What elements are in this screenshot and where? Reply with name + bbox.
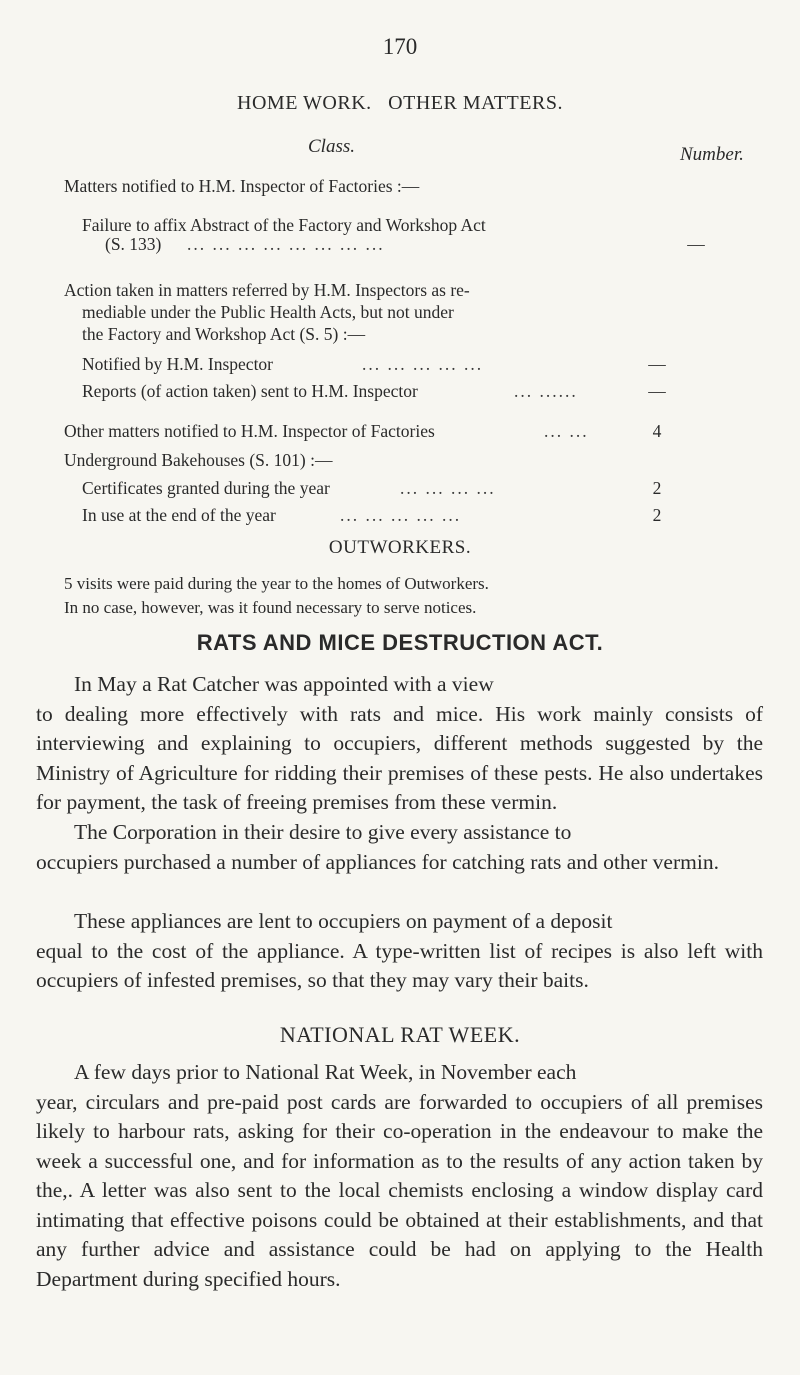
outworkers-line-1: 5 visits were paid during the year to the homes of Outworkers. [64, 574, 489, 593]
row-action-line3 [82, 324, 365, 345]
row-reports [82, 381, 682, 402]
row-failure-line2 [105, 234, 705, 255]
number-column-header: Number. [680, 144, 744, 165]
paragraph-body: to dealing more effectively with rats and mice. His work mainly consists of interviewing and explaining to occupiers, different methods suggested by the Ministry of Agriculture for ridding their premises of these pests. He also undertakes for payment, the task of freeing premises from these vermin. [36, 701, 763, 814]
row-label: Certificates granted during the year [82, 478, 330, 498]
rat-week-paragraph [36, 1058, 763, 1294]
row-value: 4 [652, 421, 662, 441]
row-label: Underground Bakehouses (S. 101) :— [64, 450, 333, 470]
paragraph-first-line: These appliances are lent to occupiers on payment of a deposit [74, 909, 613, 933]
paragraph-first-line: In May a Rat Catcher was appointed with a view [74, 672, 494, 696]
row-in-use [82, 505, 682, 526]
row-label: In use at the end of the year [82, 505, 276, 525]
row-action-line1 [64, 280, 470, 301]
rats-paragraph-1 [36, 670, 763, 818]
row-matters-notified [64, 176, 419, 197]
row-label: Action taken in matters referred by H.M. Inspectors as re- [64, 280, 470, 300]
row-notified-by [82, 354, 682, 375]
row-label: Failure to affix Abstract of the Factory and Workshop Act [82, 215, 486, 235]
row-other-matters [64, 421, 684, 442]
page-number: 170 [382, 34, 418, 59]
leader-dots: ... ... ... ... [400, 478, 496, 498]
leader-dots: ... ... ... ... ... [340, 505, 462, 525]
rats-paragraph-2 [36, 818, 763, 877]
leader-dots: ... ...... [514, 381, 578, 401]
paragraph-first-line: The Corporation in their desire to give every assistance to [74, 820, 572, 844]
rats-paragraph-3 [36, 907, 763, 996]
row-action-line2 [82, 302, 454, 323]
row-value: 2 [652, 505, 662, 525]
row-label: Notified by H.M. Inspector [82, 354, 274, 374]
row-label: Reports (of action taken) sent to H.M. Inspector [82, 381, 418, 401]
row-value: 2 [652, 478, 662, 498]
leader-dots: ... ... [544, 421, 589, 441]
row-value: — [648, 354, 666, 374]
rats-mice-heading: RATS AND MICE DESTRUCTION ACT. [196, 630, 604, 655]
row-label: mediable under the Public Health Acts, but not under [82, 302, 454, 322]
row-underground [64, 450, 332, 471]
row-failure-line1 [82, 215, 486, 236]
class-column-header: Class. [308, 136, 355, 157]
leader-dots: ... ... ... ... ... ... ... ... [187, 234, 385, 254]
national-rat-week-heading: NATIONAL RAT WEEK. [279, 1022, 521, 1047]
paragraph-body: equal to the cost of the appliance. A type-written list of recipes is also left with occupiers of infested premises, so that they may vary their baits. [36, 938, 763, 992]
row-label: the Factory and Workshop Act (S. 5) :— [82, 324, 366, 344]
outworkers-line-2: In no case, however, was it found necessary to serve notices. [64, 598, 477, 617]
row-label: (S. 133) [105, 234, 162, 254]
paragraph-body: year, circulars and pre-paid post cards are forwarded to occupiers of all premises likely to harbour rats, asking for their co-operation in the endeavour to make the week a successful one, and for information as to the results of any action taken by the,. A letter was also sent to the local chemists enclosing a window display card intimating that effective poisons could be obtained at their establishments, and that any further advice and assistance could be had on applying to the Health Department during specified hours. [36, 1089, 763, 1291]
leader-dots: ... ... ... ... ... [362, 354, 484, 374]
home-work-heading: HOME WORK. OTHER MATTERS. [237, 92, 563, 114]
row-label: Other matters notified to H.M. Inspector of Factories [64, 421, 435, 441]
paragraph-first-line: A few days prior to National Rat Week, in November each [74, 1060, 577, 1084]
row-certificates [82, 478, 682, 499]
row-value: — [687, 234, 705, 254]
row-value: — [648, 381, 666, 401]
paragraph-body: occupiers purchased a number of appliances for catching rats and other vermin. [36, 849, 719, 874]
outworkers-heading: OUTWORKERS. [328, 537, 472, 558]
row-label: Matters notified to H.M. Inspector of Factories :— [64, 176, 420, 196]
